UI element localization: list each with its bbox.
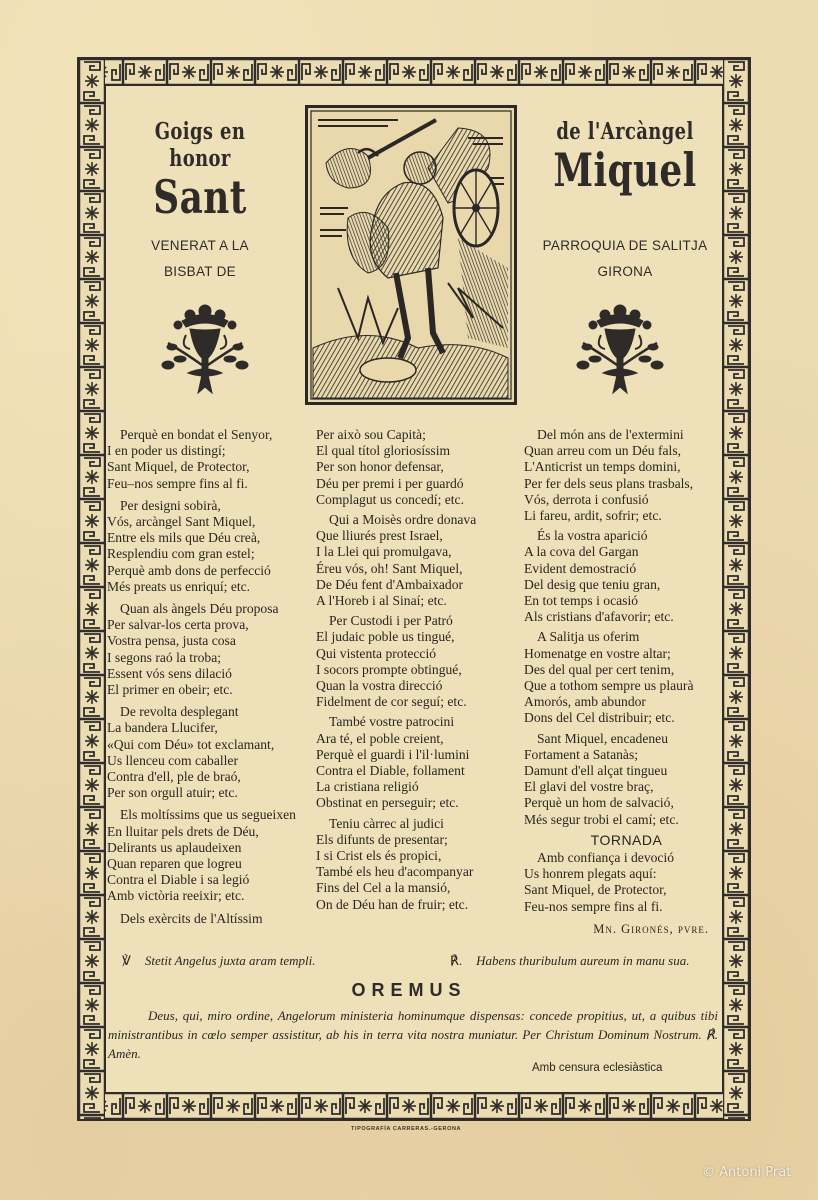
verse-line: Sant Miquel, encadeneu	[537, 730, 668, 746]
verse-line: I si Crist els és propici,	[316, 848, 442, 864]
stanza	[107, 704, 317, 801]
verse-column-1	[107, 427, 317, 933]
verse-line: De revolta desplegant	[120, 704, 239, 720]
verse-line: Quan als àngels Déu proposa	[120, 601, 279, 617]
verse-line: Per son honor defensar,	[316, 459, 444, 475]
verse-line: Del món ans de l'extermini	[537, 427, 684, 442]
verse-line: Els moltíssims que us segueixen	[120, 807, 296, 823]
verse-line: Vós, derrota i confusió	[524, 491, 649, 507]
copyright-watermark: © Antoni Prat	[702, 1165, 792, 1180]
prayer-text: Deus, qui, miro ordine, Angelorum ministeria hominumque dispensas: concede propitius, ut, a quibus tibi ministrantibus in cœlo semper assistitur, ab his in terra vita nostra muniatur. Per Christum Dominum Nostrum. ℟. Amèn.	[108, 1008, 718, 1061]
verse-line: Als cristians d'afavorir; etc.	[524, 609, 674, 625]
verse-line: Dons del Cel distribuir; etc.	[524, 710, 675, 726]
verse-line: Per son orgull atuir; etc.	[107, 785, 238, 801]
stanza	[107, 427, 317, 492]
verse-line: Més segur trobi el camí; etc.	[524, 811, 679, 827]
verse-line: En tot temps i ocasió	[524, 593, 639, 609]
verse-line: A la cova del Gargan	[524, 544, 639, 560]
verse-line: Quan reparen que logreu	[107, 856, 242, 872]
verse-line: Perquè el guardi i l'il·lumini	[316, 746, 470, 762]
stanza	[316, 613, 521, 710]
verse-line: L'Anticrist un temps domini,	[524, 459, 681, 475]
response-text: Habens thuribulum aureum in manu sua.	[476, 953, 690, 968]
verse-line: Ara té, el poble creient,	[316, 730, 444, 746]
verse-line: Vós, arcàngel Sant Miquel,	[107, 514, 256, 530]
verse-line: Per això sou Capità;	[316, 427, 426, 442]
title-sant: Sant	[153, 170, 247, 224]
verse-line: Quan la vostra direcció	[316, 678, 443, 694]
verse-line: Qui a Moisès ordre donava	[329, 512, 477, 528]
verse-line: Éreu vós, oh! Sant Miquel,	[316, 560, 463, 576]
title-miquel: Miquel	[553, 143, 697, 197]
stanza	[316, 816, 521, 913]
verse-line: I socors prompte obtingué,	[316, 661, 462, 677]
verse-line: És la vostra aparició	[537, 528, 648, 544]
verse-line: Des del qual per cert tenim,	[524, 661, 675, 677]
verse-line: Perquè amb dons de perfecció	[107, 562, 271, 578]
subtitle-left	[120, 233, 280, 285]
stanza	[107, 807, 317, 904]
verse-column-2	[316, 427, 521, 917]
verse-line: Homenatge en vostre altar;	[524, 645, 671, 661]
versicle-text: Stetit Angelus juxta aram templi.	[144, 953, 316, 968]
verse-line: La bandera Llucifer,	[107, 720, 218, 736]
stanza	[524, 731, 729, 828]
title-left	[105, 118, 295, 223]
subtitle-bisbat: BISBAT DE	[164, 264, 236, 279]
stanza	[524, 427, 729, 524]
verse-line: Qui vistenta protecció	[316, 645, 437, 661]
verse-line: Contra el Diable i sa legió	[107, 872, 250, 888]
verse-column-3	[524, 427, 729, 937]
verse-line: Per designi sobirà,	[120, 497, 221, 513]
verse-line: En lluitar pels drets de Déu,	[107, 823, 259, 839]
verse-line: Evident demostració	[524, 560, 637, 576]
verse-line: Complagut us concedí; etc.	[316, 491, 464, 507]
response	[450, 953, 689, 969]
subtitle-girona: GIRONA	[597, 264, 653, 279]
title-de-l-arcangel: de l'Arcàngel	[556, 118, 694, 145]
verse-line: També els heu d'acompanyar	[316, 864, 474, 880]
verse-line: Amorós, amb abundor	[524, 694, 646, 710]
verse-line: Teniu càrrec al judici	[329, 815, 444, 831]
tornada-heading: TORNADA	[590, 831, 663, 848]
verse-line: Us honrem plegats aquí:	[524, 866, 657, 882]
verse-line: Feu–nos sempre fins al fi.	[107, 475, 248, 491]
versicle	[122, 953, 315, 969]
verse-line: Dels exèrcits de l'Altíssim	[120, 910, 263, 926]
stanza	[316, 714, 521, 811]
stanza	[316, 512, 521, 609]
verse-line: Sant Miquel, de Protector,	[107, 459, 250, 475]
verse-line: Déu per premi i per guardó	[316, 475, 464, 491]
verse-line: Perquè un hom de salvació,	[524, 795, 674, 811]
verse-line: Més preats us enriquí; etc.	[107, 578, 251, 594]
tornada-stanza	[524, 850, 729, 915]
verse-line: Vostra pensa, justa cosa	[107, 633, 236, 649]
verse-line: Entre els mils que Déu creà,	[107, 530, 261, 546]
response-symbol: ℟.	[450, 953, 463, 968]
stanza	[524, 629, 729, 726]
stanza	[107, 498, 317, 595]
verse-line: Amb confiança i devoció	[537, 850, 675, 866]
verse-line: Per Custodi i per Patró	[329, 613, 453, 629]
verse-line: Els difunts de presentar;	[316, 831, 448, 847]
verse-line: A Salitja us oferim	[537, 629, 640, 645]
verse-line: On de Déu han de fruir; etc.	[316, 896, 469, 912]
title-goigs-en-honor: Goigs en honor	[154, 118, 246, 172]
verse-line: La cristiana religió	[316, 779, 419, 795]
saint-michael-woodcut-image	[305, 105, 517, 405]
verse-line: Quan arreu com un Déu fals,	[524, 443, 682, 459]
verse-line: Contra el Diable, follament	[316, 763, 465, 779]
stanza	[524, 528, 729, 625]
verse-line: Us llenceu com caballer	[107, 752, 238, 768]
versicle-symbol: ℣	[122, 953, 131, 968]
title-right	[520, 118, 730, 196]
verse-line: Que a tothom sempre us plaurà	[524, 678, 694, 694]
verse-line: El judaic poble us tingué,	[316, 629, 455, 645]
verse-line: Per fer dels seus plans trasbals,	[524, 475, 694, 491]
verse-line: Fins del Cel a la mansió,	[316, 880, 451, 896]
stanza	[107, 911, 317, 927]
border-top	[79, 59, 749, 85]
stanza	[107, 601, 317, 698]
verse-line: El primer en obeir; etc.	[107, 682, 233, 698]
verse-line: Contra d'ell, ple de braó,	[107, 769, 241, 785]
verse-line: El glavi del vostre braç,	[524, 779, 654, 795]
verse-line: Li fareu, ardit, sofrir; etc.	[524, 508, 662, 524]
verse-line: «Qui com Déu» tot exclamant,	[107, 736, 275, 752]
verse-line: Delirants us aplaudeixen	[107, 839, 242, 855]
verse-line: Obstinat en perseguir; etc.	[316, 795, 459, 811]
verse-line: De Déu fent d'Ambaixador	[316, 576, 464, 592]
subtitle-right	[525, 233, 725, 285]
verse-line: Que lliurés prest Israel,	[316, 528, 443, 544]
verse-line: Sant Miquel, de Protector,	[524, 882, 667, 898]
verse-line: I segons raó la troba;	[107, 649, 222, 665]
censura-note: Amb censura eclesiàstica	[532, 1062, 663, 1074]
verse-line: I en poder us distingí;	[107, 443, 226, 459]
printer-imprint: TIPOGRAFÍA CARRERAS.-GERONA	[351, 1126, 462, 1132]
verse-line: El qual títol gloriosíssim	[316, 443, 451, 459]
border-left	[79, 59, 105, 1119]
subtitle-venerat: VENERAT A LA	[151, 238, 249, 253]
verse-line: Resplendiu com gran estel;	[107, 546, 255, 562]
verse-line: Amb victòria reeixir; etc.	[107, 888, 245, 904]
verse-line: Essent vós sens dilació	[107, 665, 232, 681]
verse-line: Feu-nos sempre fins al fi.	[524, 898, 663, 914]
verse-line: Del desig que teniu gran,	[524, 576, 661, 592]
urn-ornament-left	[150, 303, 260, 398]
verse-line: Per salvar-los certa prova,	[107, 617, 249, 633]
verse-line: I la Llei qui promulgava,	[316, 544, 452, 560]
verse-line: Fidelment de cor seguí; etc.	[316, 694, 467, 710]
verse-line: També vostre patrocini	[329, 714, 455, 730]
stanza	[316, 427, 521, 508]
verse-line: Damunt d'ell alçat tingueu	[524, 763, 668, 779]
verse-line: Fortament a Satanàs;	[524, 746, 639, 762]
verse-line: A l'Horeb i al Sinaí; etc.	[316, 593, 447, 609]
author-signature: Mn. Gironés, pvre.	[593, 921, 709, 936]
oremus-heading: OREMUS	[351, 980, 467, 1000]
border-bottom	[79, 1093, 749, 1119]
urn-ornament-right	[565, 303, 675, 398]
subtitle-parroquia: PARROQUIA DE SALITJA	[542, 238, 708, 253]
verse-line: Perquè en bondat el Senyor,	[120, 427, 273, 442]
